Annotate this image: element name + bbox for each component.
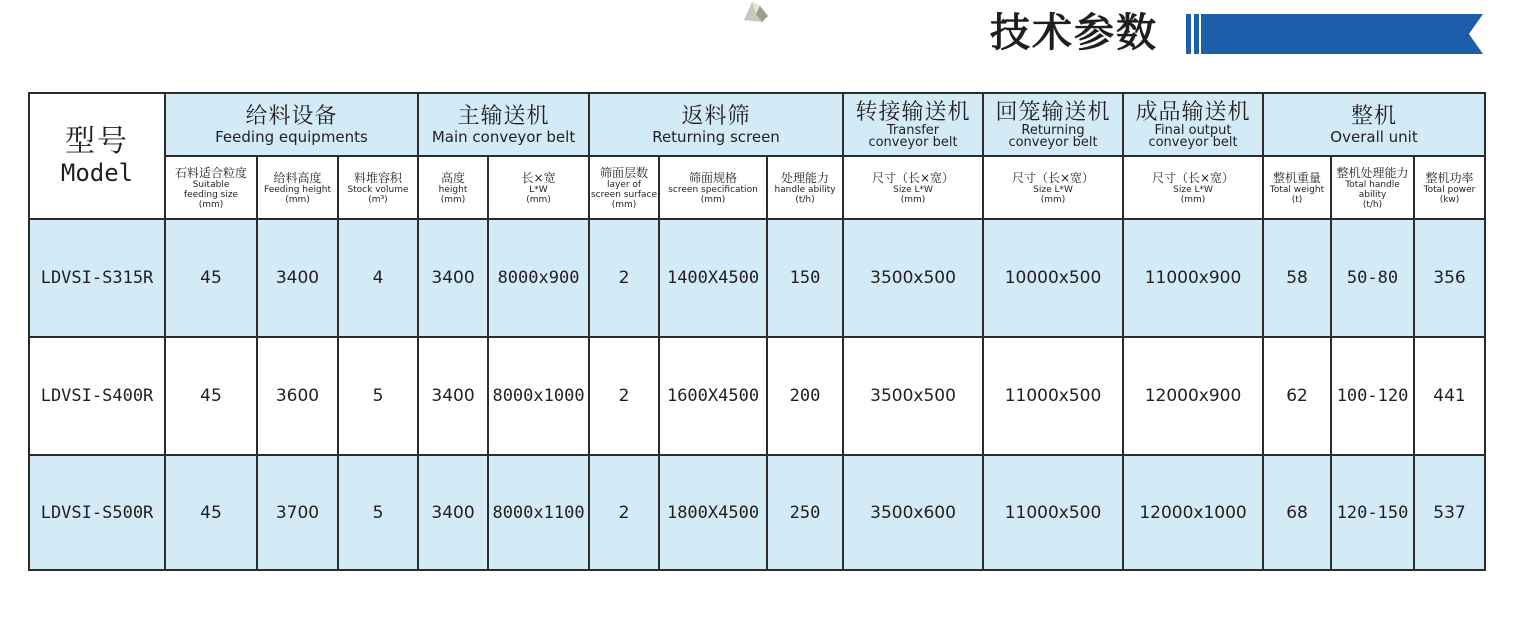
group-zh: 主输送机 — [457, 103, 550, 129]
subheader-zh: 尺寸（长×宽） — [1011, 170, 1095, 185]
subheader-en: (t/h) — [1362, 199, 1383, 210]
subheader-zh: 整机重量 — [1273, 170, 1322, 185]
table-cell: 3400 — [418, 455, 488, 570]
table-cell: 45 — [165, 219, 257, 337]
subheader-cell — [1331, 156, 1414, 219]
table-cell: 68 — [1263, 455, 1331, 570]
table-cell: 45 — [165, 337, 257, 455]
subheader-en: Size L*W — [1173, 184, 1213, 195]
subheader-en: ability — [1358, 189, 1387, 200]
table-subheader-row — [29, 156, 1485, 219]
section-title — [988, 6, 1488, 58]
model-header-zh: 型号 — [65, 124, 129, 159]
group-header-returning-screen — [589, 93, 843, 156]
subheader-zh: 整机处理能力 — [1336, 165, 1409, 180]
model-header-cell — [29, 93, 165, 219]
table-cell: 58 — [1263, 219, 1331, 337]
group-en: conveyor belt — [1008, 134, 1098, 150]
group-header-overall-unit — [1263, 93, 1485, 156]
subheader-en: Total power — [1423, 184, 1476, 195]
table-cell: 12000x1000 — [1123, 455, 1263, 570]
subheader-en: Feeding height — [264, 184, 331, 195]
group-header-main-conveyor — [418, 93, 589, 156]
table-cell: 3600 — [257, 337, 338, 455]
table-cell: 11000x500 — [983, 455, 1123, 570]
subheader-zh: 石料适合粒度 — [174, 165, 247, 180]
group-header-feeding — [165, 93, 418, 156]
subheader-en: (mm) — [526, 194, 551, 205]
subheader-cell — [767, 156, 843, 219]
table-row — [29, 219, 1485, 337]
table-cell: 5 — [338, 455, 418, 570]
subheader-cell — [1123, 156, 1263, 219]
subheader-en: (kw) — [1439, 194, 1460, 205]
subheader-zh: 处理能力 — [781, 170, 830, 185]
group-en: Overall unit — [1330, 127, 1418, 146]
table-cell: 8000x900 — [488, 219, 589, 337]
subheader-cell — [1263, 156, 1331, 219]
subheader-zh: 筛面规格 — [689, 170, 738, 185]
subheader-en: (mm) — [1040, 194, 1066, 205]
table-cell: 1800X4500 — [659, 455, 767, 570]
subheader-en: Suitable — [192, 179, 230, 190]
subheader-en: (mm) — [198, 199, 224, 210]
subheader-cell — [589, 156, 659, 219]
subheader-zh: 高度 — [441, 170, 466, 185]
subheader-en: (mm) — [440, 194, 466, 205]
subheader-en: (mm) — [285, 194, 310, 205]
table-cell: 8000x1000 — [488, 337, 589, 455]
group-header-transfer-conveyor — [843, 93, 983, 156]
table-cell: 2 — [589, 455, 659, 570]
subheader-en: (mm) — [611, 199, 637, 210]
subheader-en: Total handle — [1345, 179, 1400, 190]
table-cell: 2 — [589, 337, 659, 455]
table-header-row — [29, 93, 1485, 156]
title-accent-band — [1201, 14, 1483, 54]
page-title: 技术参数 — [990, 10, 1158, 56]
group-en: Returning screen — [652, 127, 780, 146]
subheader-en: Size L*W — [1033, 184, 1073, 195]
table-cell: 4 — [338, 219, 418, 337]
table-cell: 10000x500 — [983, 219, 1123, 337]
subheader-zh: 给料高度 — [273, 170, 322, 185]
decorative-ornament-icon — [738, 0, 778, 24]
subheader-cell — [257, 156, 338, 219]
table-cell: 3400 — [418, 219, 488, 337]
group-en: conveyor belt — [868, 134, 958, 150]
table-cell: 3500x500 — [843, 337, 983, 455]
subheader-cell — [659, 156, 767, 219]
model-header-en: Model — [60, 159, 134, 187]
subheader-en: (mm) — [1180, 194, 1206, 205]
group-zh: 转接输送机 — [855, 99, 971, 125]
subheader-en: screen specification — [668, 184, 758, 195]
subheader-en: Stock volume — [347, 184, 409, 195]
table-cell: 62 — [1263, 337, 1331, 455]
group-zh: 成品输送机 — [1135, 99, 1251, 125]
table-cell: 1600X4500 — [659, 337, 767, 455]
group-zh: 整机 — [1351, 103, 1398, 129]
table-cell: 150 — [767, 219, 843, 337]
subheader-cell — [843, 156, 983, 219]
table-cell: 11000x500 — [983, 337, 1123, 455]
group-en: Final output — [1154, 122, 1232, 138]
group-en: conveyor belt — [1148, 134, 1238, 150]
table-cell: 3500x500 — [843, 219, 983, 337]
subheader-cell — [488, 156, 589, 219]
table-cell: 441 — [1414, 337, 1485, 455]
subheader-cell — [418, 156, 488, 219]
table-cell: 200 — [767, 337, 843, 455]
group-en: Main conveyor belt — [431, 127, 576, 146]
table-cell: 3400 — [418, 337, 488, 455]
table-cell: 250 — [767, 455, 843, 570]
group-header-final-output-conveyor — [1123, 93, 1263, 156]
table-cell: 12000x900 — [1123, 337, 1263, 455]
table-cell: 356 — [1414, 219, 1485, 337]
subheader-en: (mm) — [900, 194, 926, 205]
table-cell: 5 — [338, 337, 418, 455]
subheader-cell — [165, 156, 257, 219]
subheader-cell — [338, 156, 418, 219]
subheader-cell — [983, 156, 1123, 219]
table-cell: 50-80 — [1331, 219, 1414, 337]
table-cell: 8000x1100 — [488, 455, 589, 570]
table-cell: 120-150 — [1331, 455, 1414, 570]
title-accent-bar — [1186, 14, 1191, 54]
subheader-en: (mm) — [700, 194, 726, 205]
subheader-en: layer of — [606, 179, 642, 190]
subheader-zh: 筛面层数 — [600, 165, 649, 180]
table-cell: 100-120 — [1331, 337, 1414, 455]
subheader-zh: 料堆容积 — [354, 170, 403, 185]
group-header-returning-conveyor — [983, 93, 1123, 156]
title-accent-bar — [1194, 14, 1199, 54]
spec-table — [28, 92, 1486, 571]
table-cell: 11000x900 — [1123, 219, 1263, 337]
group-en: Returning — [1021, 122, 1085, 138]
subheader-en: screen surface — [590, 189, 658, 200]
subheader-en: height — [438, 184, 468, 195]
subheader-en: Size L*W — [893, 184, 933, 195]
table-cell: 3400 — [257, 219, 338, 337]
group-zh: 返料筛 — [681, 103, 751, 129]
group-en: Feeding equipments — [215, 127, 368, 146]
subheader-en: Total weight — [1269, 184, 1325, 195]
table-row — [29, 455, 1485, 570]
table-cell: 2 — [589, 219, 659, 337]
subheader-cell — [1414, 156, 1485, 219]
table-cell: 537 — [1414, 455, 1485, 570]
subheader-zh: 尺寸（长×宽） — [1151, 170, 1235, 185]
group-zh: 回笼输送机 — [995, 99, 1111, 125]
table-cell: 3700 — [257, 455, 338, 570]
subheader-en: L*W — [529, 184, 548, 195]
subheader-zh: 长×宽 — [521, 170, 556, 185]
subheader-en: (m³) — [368, 194, 388, 205]
subheader-en: feeding size — [183, 189, 239, 200]
subheader-zh: 尺寸（长×宽） — [871, 170, 955, 185]
subheader-en: handle ability — [774, 184, 836, 195]
subheader-en: (t) — [1291, 194, 1303, 205]
group-en: Transfer — [886, 122, 940, 138]
model-cell: LDVSI-S500R — [29, 455, 165, 570]
table-row — [29, 337, 1485, 455]
model-cell: LDVSI-S400R — [29, 337, 165, 455]
model-cell: LDVSI-S315R — [29, 219, 165, 337]
table-cell: 1400X4500 — [659, 219, 767, 337]
subheader-en: (t/h) — [795, 194, 815, 205]
table-cell: 45 — [165, 455, 257, 570]
table-cell: 3500x600 — [843, 455, 983, 570]
subheader-zh: 整机功率 — [1425, 170, 1474, 185]
group-zh: 给料设备 — [245, 103, 338, 129]
